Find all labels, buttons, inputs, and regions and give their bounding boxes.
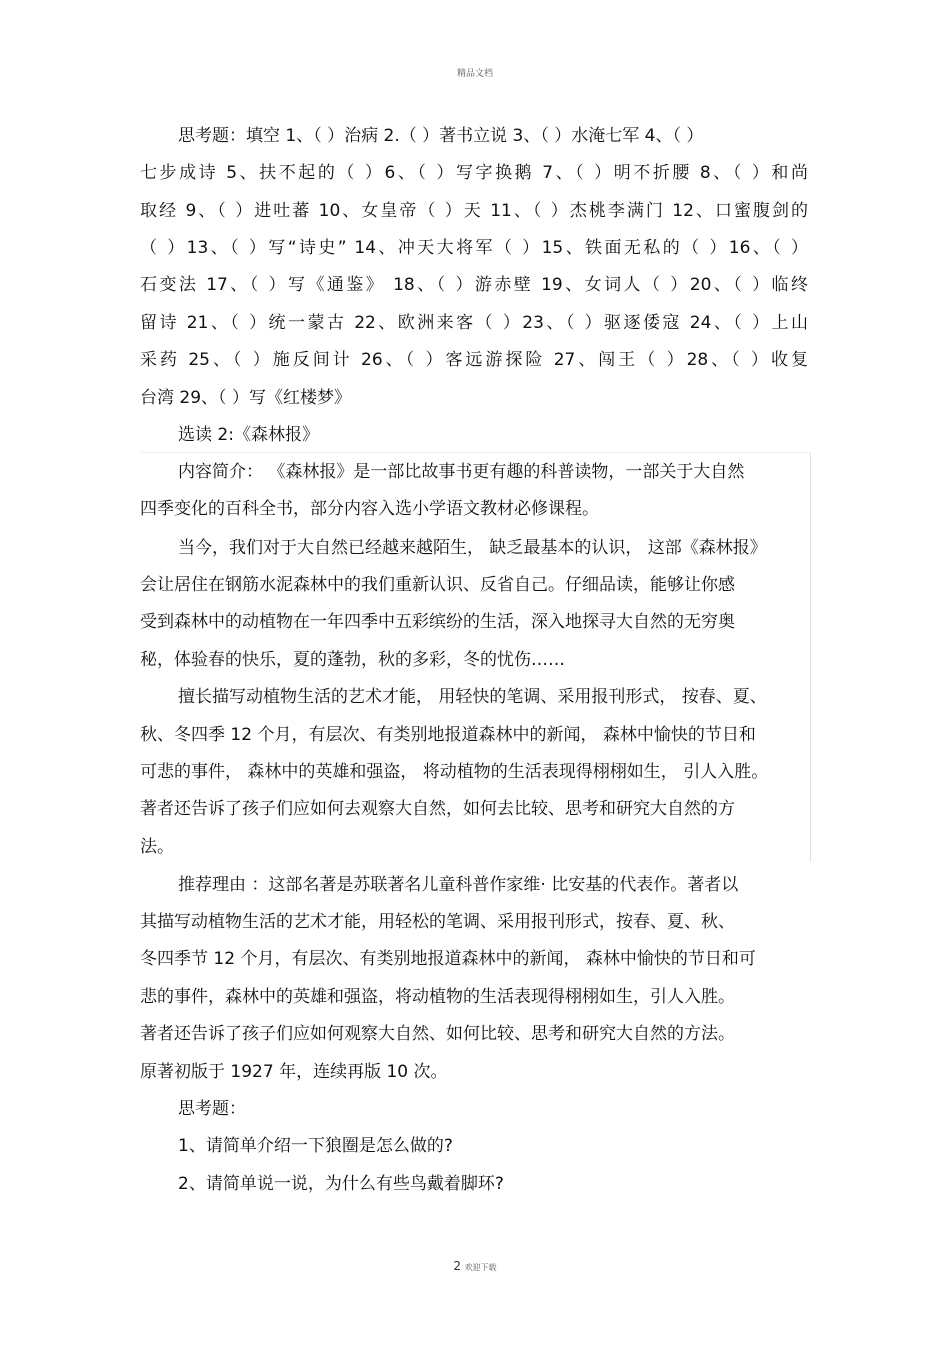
para2-line-4: 秘，体验春的快乐，夏的蓬勃，秋的多彩，冬的忧伤…… bbox=[140, 650, 565, 670]
questions-title: 思考题： bbox=[178, 1099, 246, 1119]
para2-line-2: 会让居住在钢筋水泥森林中的我们重新认识、反省自己。仔细品读，能够让你感 bbox=[140, 575, 735, 595]
section-title: 选读 2:《森林报》 bbox=[178, 425, 319, 445]
quiz-line-6: 留诗 21、（ ）统一蒙古 22、欧洲来客（ ）23、（ ）驱逐倭寇 24、（ ）上山 bbox=[140, 313, 808, 333]
reason-line-1: 推荐理由 ：这部名著是苏联著名儿童科普作家维· 比安基的代表作。著者以 bbox=[178, 875, 739, 895]
para2-line-3: 受到森林中的动植物在一年四季中五彩缤纷的生活，深入地探寻大自然的无穷奥 bbox=[140, 612, 735, 632]
para3-line-4: 著者还告诉了孩子们应如何去观察大自然，如何去比较、思考和研究大自然的方 bbox=[140, 799, 735, 819]
page-number: 2 bbox=[453, 1259, 462, 1273]
question-1: 1、请简单介绍一下狼圈是怎么做的? bbox=[178, 1136, 453, 1156]
intro-line-1: 内容简介： 《森林报》是一部比故事书更有趣的科普读物，一部关于大自然 bbox=[178, 462, 745, 482]
footer-text: 欢迎下载 bbox=[464, 1263, 497, 1272]
quiz-line-7: 采药 25、（ ）施反间计 26、（ ）客远游探险 27、闯王（ ）28、（ ）收复 bbox=[140, 350, 808, 370]
question-2: 2、请简单说一说，为什么有些鸟戴着脚环? bbox=[178, 1174, 504, 1194]
reason-line-3: 冬四季节 12 个月，有层次、有类别地报道森林中的新闻， 森林中愉快的节日和可 bbox=[140, 949, 756, 969]
intro-line-2: 四季变化的百科全书，部分内容入选小学语文教材必修课程。 bbox=[140, 499, 599, 519]
para2-line-1: 当今，我们对于大自然已经越来越陌生， 缺乏最基本的认识， 这部《森林报》 bbox=[178, 538, 767, 558]
quiz-line-4: （ ）13、（ ）写“诗史” 14、冲天大将军（ ）15、铁面无私的（ ）16、（ ） bbox=[140, 238, 808, 258]
para3-line-2: 秋、冬四季 12 个月，有层次、有类别地报道森林中的新闻， 森林中愉快的节日和 bbox=[140, 725, 756, 745]
quiz-line-1: 思考题：填空 1、（ ）治病 2.（ ）著书立说 3、（ ）水淹七军 4、（ ） bbox=[178, 126, 704, 146]
para3-line-3: 可悲的事件， 森林中的英雄和强盗， 将动植物的生活表现得栩栩如生， 引人入胜。 bbox=[140, 762, 769, 782]
quiz-line-2: 七步成诗 5、扶不起的（ ）6、（ ）写字换鹅 7、（ ）明不折腰 8、（ ）和尚 bbox=[140, 163, 808, 183]
quiz-line-8: 台湾 29、（ ）写《红楼梦》 bbox=[140, 388, 351, 408]
content-box-top-rule bbox=[140, 452, 811, 453]
para3-line-1: 擅长描写动植物生活的艺术才能， 用轻快的笔调、采用报刊形式， 按春、夏、 bbox=[178, 687, 767, 707]
reason-line-4: 悲的事件，森林中的英雄和强盗，将动植物的生活表现得栩栩如生，引人入胜。 bbox=[140, 987, 735, 1007]
reason-line-2: 其描写动植物生活的艺术才能，用轻松的笔调、采用报刊形式，按春、夏、秋、 bbox=[140, 912, 735, 932]
content-box-right-rule bbox=[810, 452, 811, 862]
reason-line-5: 著者还告诉了孩子们应如何观察大自然、如何比较、思考和研究大自然的方法。 bbox=[140, 1024, 735, 1044]
reason-line-6: 原著初版于 1927 年，连续再版 10 次。 bbox=[140, 1062, 448, 1082]
page-footer bbox=[0, 1259, 950, 1273]
page-header: 精品文档 bbox=[456, 69, 493, 79]
para3-line-5: 法。 bbox=[140, 837, 174, 857]
quiz-line-3: 取经 9、（ ）进吐蕃 10、女皇帝（ ）天 11、（ ）杰桃李满门 12、口蜜腹剑的 bbox=[140, 201, 808, 221]
quiz-line-5: 石变法 17、（ ）写《通鉴》 18、（ ）游赤壁 19、女词人（ ）20、（ ）临终 bbox=[140, 275, 808, 295]
